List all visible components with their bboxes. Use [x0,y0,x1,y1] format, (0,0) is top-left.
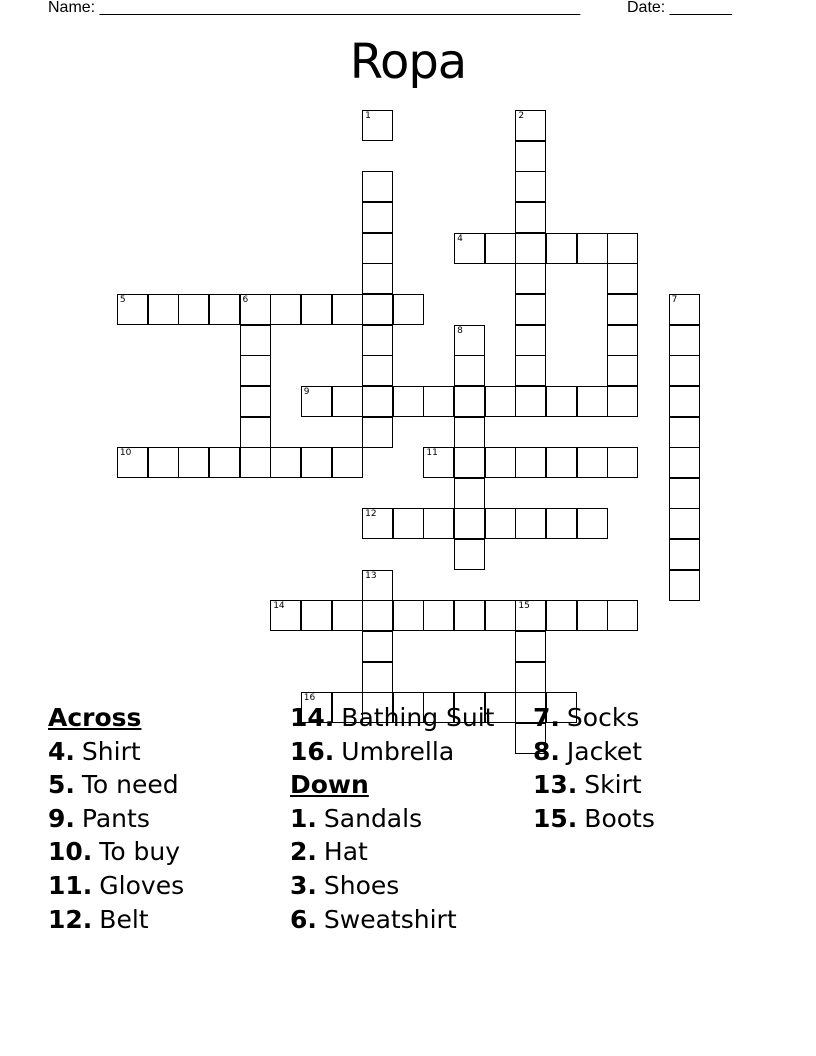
clue-number-label: 14 [273,601,285,612]
grid-cell[interactable] [117,447,148,478]
clue-item [290,802,494,836]
clue-number: 15. [533,803,578,833]
clue-number: 4. [48,736,75,766]
grid-cell[interactable] [178,294,209,325]
clue-text: Pants [81,803,150,833]
grid-cell[interactable] [270,447,301,478]
clue-text: Sweatshirt [323,904,457,934]
grid-cell[interactable] [148,294,179,325]
clue-text: Hat [323,837,368,867]
grid-cell[interactable] [362,263,393,294]
grid-cell[interactable] [515,447,546,478]
grid-cell[interactable] [209,294,240,325]
grid-cell[interactable] [454,417,485,448]
clue-item [533,735,655,769]
grid-cell[interactable] [607,355,638,386]
clue-column-3 [533,701,655,835]
grid-cell[interactable] [669,508,700,539]
clue-text: Umbrella [341,736,455,766]
grid-cell[interactable] [485,386,516,417]
grid-cell[interactable] [393,600,424,631]
grid-cell[interactable] [607,233,638,264]
grid-cell[interactable] [577,386,608,417]
grid-cell[interactable] [454,355,485,386]
grid-cell[interactable] [454,447,485,478]
grid-cell[interactable] [423,447,454,478]
clue-number-label: 8 [457,325,463,336]
grid-cell[interactable] [423,386,454,417]
clue-heading-down: Down [290,770,369,800]
grid-cell[interactable] [270,600,301,631]
grid-cell[interactable] [515,508,546,539]
clue-number-label: 12 [365,509,377,520]
grid-cell[interactable] [393,386,424,417]
grid-cell[interactable] [270,294,301,325]
grid-cell[interactable] [577,508,608,539]
grid-cell[interactable] [362,600,393,631]
clue-column-2 [290,701,494,936]
grid-cell[interactable] [515,233,546,264]
clue-number-label: 4 [457,233,463,244]
clue-item [290,903,494,937]
clue-text: Gloves [99,870,185,900]
clue-text: Shirt [81,736,141,766]
clue-text: Belt [99,904,149,934]
grid-cell[interactable] [332,386,363,417]
grid-cell[interactable] [332,447,363,478]
grid-cell[interactable] [362,662,393,693]
grid-cell[interactable] [301,447,332,478]
grid-cell[interactable] [148,447,179,478]
clue-number: 12. [48,904,93,934]
clue-number: 8. [533,736,560,766]
clue-number-label: 7 [671,294,678,305]
date-label: Date: [627,0,666,16]
clue-number-label: 11 [426,448,438,459]
puzzle-title: Ropa [349,34,467,90]
clue-item [48,768,184,802]
clue-item [533,802,655,836]
clue-number-label: 6 [242,294,249,305]
grid-cell[interactable] [515,355,546,386]
clue-text: Socks [566,703,640,732]
grid-cell[interactable] [332,294,363,325]
clue-number: 5. [48,770,75,800]
clue-text: Boots [584,803,655,833]
grid-cell[interactable] [362,110,393,141]
grid-cell[interactable] [546,386,577,417]
grid-cell[interactable] [454,600,485,631]
grid-cell[interactable] [607,263,638,294]
clue-number-label: 10 [119,448,132,459]
grid-cell[interactable] [669,325,700,356]
grid-cell[interactable] [209,447,240,478]
grid-cell[interactable] [240,325,271,356]
clue-item [290,835,494,869]
grid-cell[interactable] [546,233,577,264]
clue-number: 6. [290,904,317,934]
name-line[interactable]: ______________________________________________________ [99,0,581,16]
grid-cell[interactable] [454,478,485,509]
clue-number-label: 1 [365,111,371,121]
grid-cell[interactable] [669,447,700,478]
grid-cell[interactable] [362,417,393,448]
clue-number: 11. [48,870,93,900]
grid-cell[interactable] [485,233,516,264]
grid-cell[interactable] [117,294,148,325]
clue-item [48,802,184,836]
clue-item [48,835,184,869]
grid-cell[interactable] [515,141,546,172]
grid-cell[interactable] [546,447,577,478]
grid-cell[interactable] [178,447,209,478]
clue-text: Sandals [323,803,423,833]
grid-cell[interactable] [546,508,577,539]
clue-number: 7. [533,703,560,732]
clue-text: Bathing Suit [341,703,495,732]
grid-cell[interactable] [577,233,608,264]
grid-cell[interactable] [362,325,393,356]
grid-cell[interactable] [332,600,363,631]
clue-item [48,735,184,769]
clue-number: 2. [290,837,317,867]
clue-text: Shoes [323,870,400,900]
clue-number-label: 16 [303,693,316,704]
grid-cell[interactable] [607,600,638,631]
clue-column-1 [48,701,184,936]
grid-cell[interactable] [393,294,424,325]
grid-cell[interactable] [362,386,393,417]
grid-cell[interactable] [515,294,546,325]
grid-cell[interactable] [362,508,393,539]
grid-cell[interactable] [423,508,454,539]
grid-cell[interactable] [485,600,516,631]
clue-number-label: 13 [365,570,377,581]
clue-number: 10. [48,837,93,867]
grid-cell[interactable] [669,570,700,601]
clue-heading-across: Across [48,703,142,732]
grid-cell[interactable] [454,325,485,356]
grid-cell[interactable] [240,294,271,325]
grid-cell[interactable] [546,600,577,631]
grid-cell[interactable] [240,447,271,478]
clue-number: 13. [533,770,578,800]
grid-cell[interactable] [301,600,332,631]
grid-cell[interactable] [515,325,546,356]
grid-cell[interactable] [362,294,393,325]
grid-cell[interactable] [454,233,485,264]
grid-cell[interactable] [669,386,700,417]
clue-item [533,768,655,802]
grid-cell[interactable] [393,508,424,539]
grid-cell[interactable] [515,171,546,202]
clue-number-label: 9 [303,386,310,397]
clue-item [290,869,494,903]
grid-cell[interactable] [485,447,516,478]
grid-cell[interactable] [240,386,271,417]
grid-cell[interactable] [515,386,546,417]
clue-text: Skirt [584,770,642,800]
clue-item [290,701,494,735]
grid-cell[interactable] [301,294,332,325]
grid-cell[interactable] [607,294,638,325]
grid-cell[interactable] [669,539,700,570]
grid-cell[interactable] [577,447,608,478]
grid-cell[interactable] [515,662,546,693]
grid-cell[interactable] [577,600,608,631]
date-line[interactable]: _______ [669,0,732,16]
clue-number: 9. [48,803,75,833]
clue-item [48,903,184,937]
grid-cell[interactable] [515,263,546,294]
name-label: Name: [48,0,96,16]
grid-cell[interactable] [515,202,546,233]
grid-cell[interactable] [607,386,638,417]
grid-cell[interactable] [362,570,393,601]
grid-cell[interactable] [515,631,546,662]
grid-cell[interactable] [454,386,485,417]
clue-item [533,701,655,735]
clue-number: 14. [290,703,335,732]
grid-cell[interactable] [515,600,546,631]
grid-cell[interactable] [240,417,271,448]
clue-text: To buy [99,837,181,867]
clue-number: 16. [290,736,335,766]
clue-number-label: 2 [518,111,525,121]
grid-cell[interactable] [423,600,454,631]
grid-cell[interactable] [515,110,546,141]
grid-cell[interactable] [607,447,638,478]
grid-cell[interactable] [362,171,393,202]
clue-text: To need [81,770,179,800]
clue-number-label: 15 [518,601,530,612]
clue-number: 3. [290,870,317,900]
grid-cell[interactable] [669,294,700,325]
grid-cell[interactable] [454,539,485,570]
grid-cell[interactable] [669,417,700,448]
grid-cell[interactable] [485,508,516,539]
clue-number: 1. [290,803,317,833]
clue-text: Jacket [566,736,643,766]
grid-cell[interactable] [669,478,700,509]
grid-cell[interactable] [607,325,638,356]
clue-number-label: 5 [119,294,126,305]
grid-cell[interactable] [362,233,393,264]
grid-cell[interactable] [362,202,393,233]
grid-cell[interactable] [362,355,393,386]
grid-cell[interactable] [669,355,700,386]
clue-item [290,735,494,769]
clue-item [48,869,184,903]
grid-cell[interactable] [301,386,332,417]
grid-cell[interactable] [454,508,485,539]
grid-cell[interactable] [240,355,271,386]
grid-cell[interactable] [362,631,393,662]
